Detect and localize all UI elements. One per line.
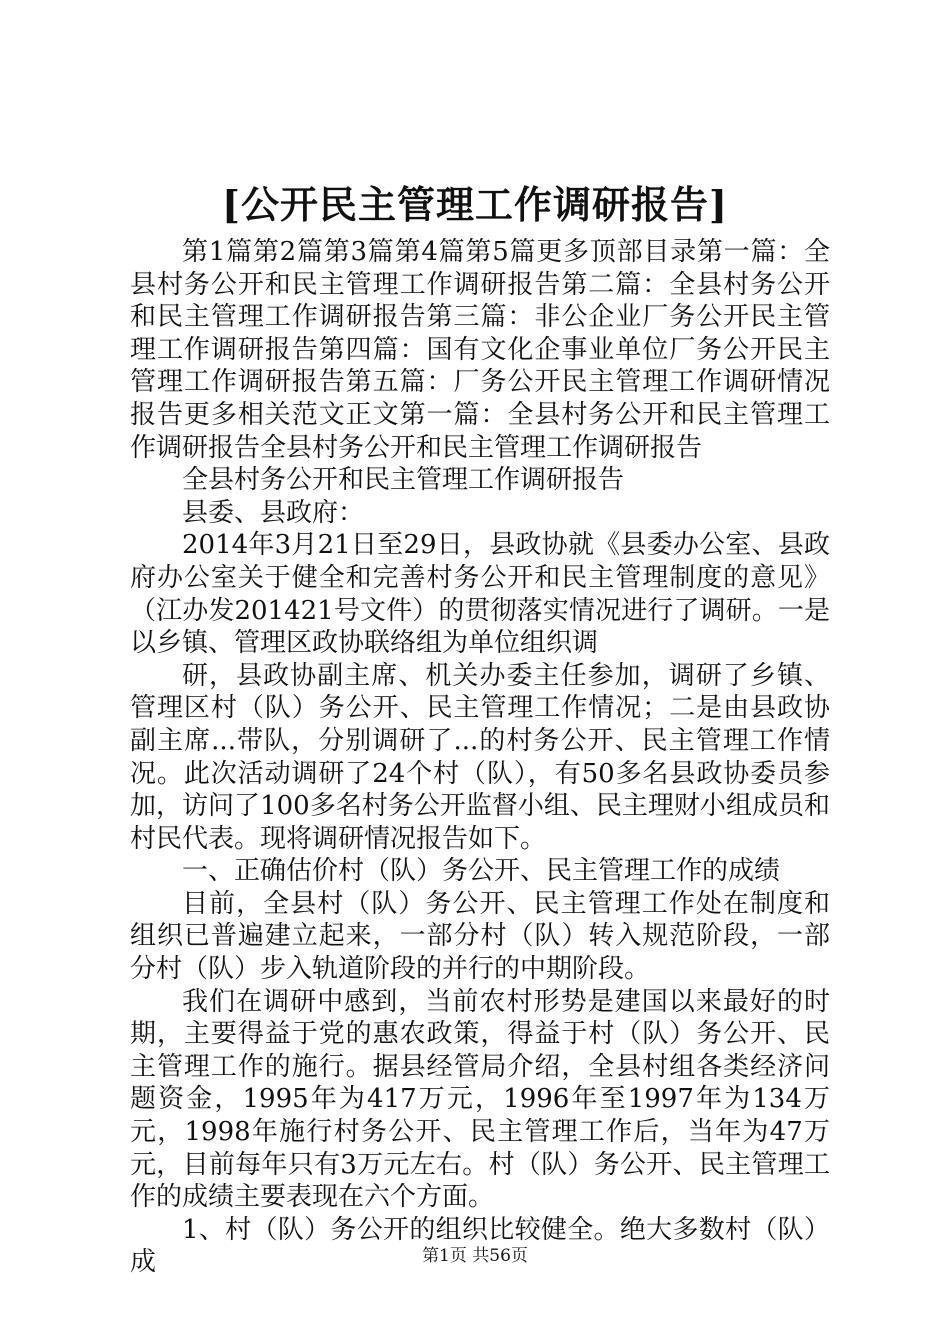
document-body xyxy=(130,236,830,1279)
paragraph-section-heading-1: 一、正确估价村（队）务公开、民主管理工作的成绩 xyxy=(182,856,781,887)
paragraph-current-status: 目前，全县村（队）务公开、民主管理工作处在制度和组织已普遍建立起来，一部分村（队）转入规范阶段，一部分村（队）步入轨道阶段的并行的中期阶段。 xyxy=(130,888,830,985)
paragraph-table-of-contents: 第1篇第2篇第3篇第4篇第5篇更多顶部目录第一篇：全县村务公开和民主管理工作调研报告第二篇：全县村务公开和民主管理工作调研报告第三篇：非公企业厂务公开民主管理工作调研报告第四篇：国有文化企事业单位厂务公开民主管理工作调研报告第五篇：厂务公开民主管理工作调研情况报告更多相关范文正文第一篇：全县村务公开和民主管理工作调研报告全县村务公开和民主管理工作调研报告 xyxy=(130,237,830,463)
paragraph-intro: 2014年3月21日至29日，县政协就《县委办公室、县政府办公室关于健全和完善村务公开和民主管理制度的意见》（江办发201421号文件）的贯彻落实情况进行了调研。一是以乡镇、管理区政协联络组为单位组织调 xyxy=(130,530,830,659)
document-title: [公开民主管理工作调研报告] xyxy=(222,182,728,227)
paragraph-report-heading: 全县村务公开和民主管理工作调研报告 xyxy=(182,465,625,496)
paragraph-findings: 我们在调研中感到，当前农村形势是建国以来最好的时期，主要得益于党的惠农政策，得益于村（队）务公开、民主管理工作的施行。据县经管局介绍，全县村组各类经济问题资金，1995年为417万元，1996年至1997年为134万元，1998年施行村务公开、民主管理工作后，当年为47万元，目前每年只有3万元左右。村（队）务公开、民主管理工作的成绩主要表现在六个方面。 xyxy=(130,986,830,1213)
paragraph-salutation: 县委、县政府： xyxy=(182,497,365,528)
paragraph-survey-details: 研，县政协副主席、机关办委主任参加，调研了乡镇、管理区村（队）务公开、民主管理工作情况；二是由县政协副主席...带队，分别调研了...的村务公开、民主管理工作情况。此次活动调研了24个村（队），有50多名县政协委员参加，访问了100多名村务公开监督小组、民主理财小组成员和村民代表。现将调研情况报告如下。 xyxy=(130,660,830,854)
page-footer: 第1页 共56页 xyxy=(422,1246,528,1266)
paragraph-item-1: 1、村（队）务公开的组织比较健全。绝大多数村（队）成 xyxy=(130,1214,830,1278)
